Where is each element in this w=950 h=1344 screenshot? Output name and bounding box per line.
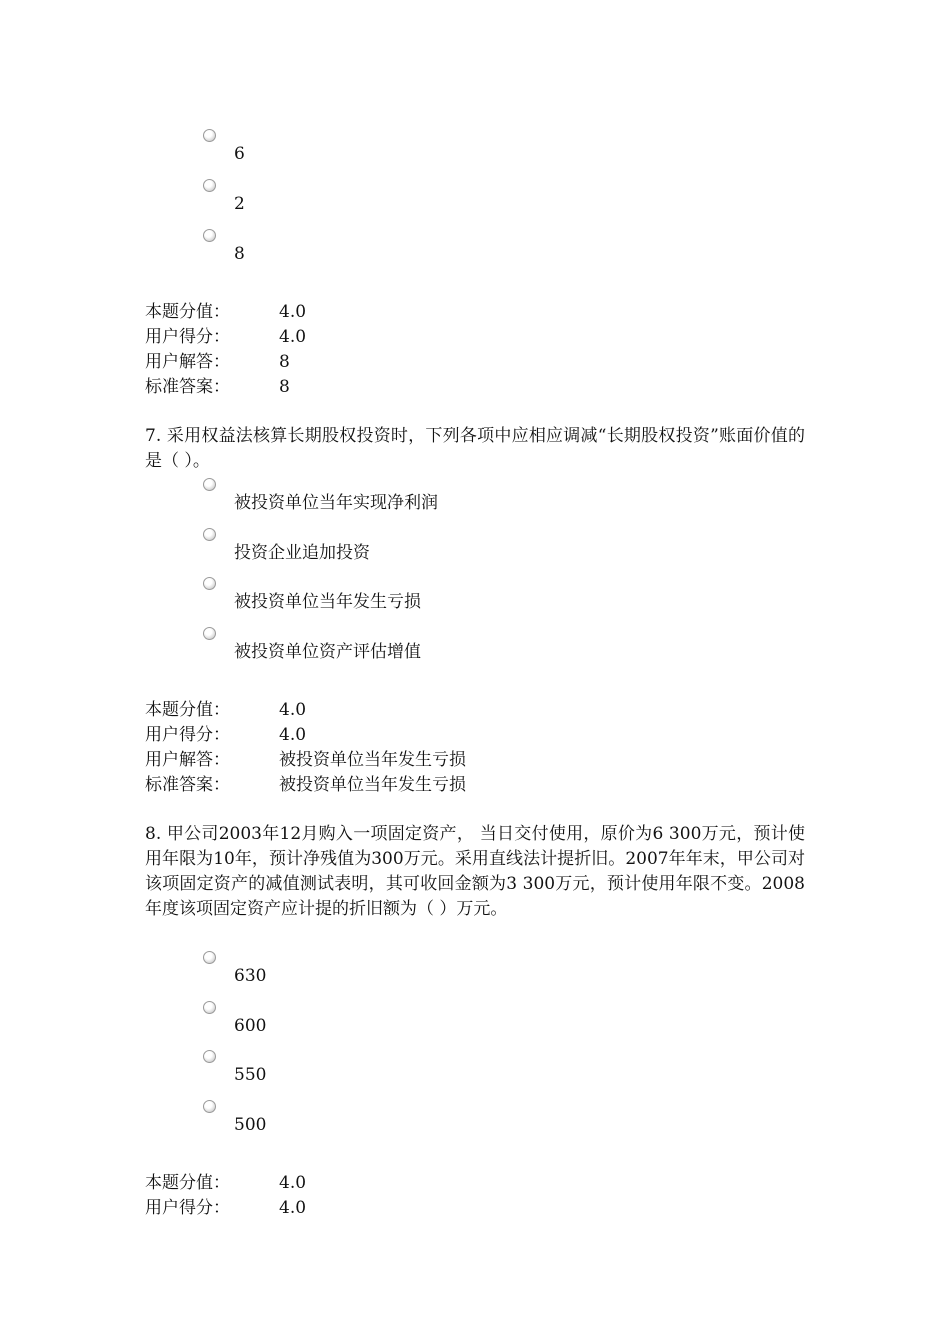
user-score-row (145, 1196, 645, 1221)
user-score-value: 4.0 (279, 327, 307, 347)
q7-option-3[interactable] (200, 577, 720, 623)
standard-answer-value: 被投资单位当年发生亏损 (279, 775, 466, 795)
standard-answer-row (145, 375, 645, 400)
q8-option-label: 500 (234, 1115, 267, 1135)
radio-button[interactable] (203, 1100, 216, 1113)
user-score-label: 用户得分： (145, 1198, 230, 1218)
q7-option-label: 被投资单位当年发生亏损 (234, 592, 421, 612)
user-score-row (145, 325, 645, 350)
q7-option-label: 被投资单位资产评估增值 (234, 642, 421, 662)
score-label: 本题分值： (145, 1173, 230, 1193)
radio-button[interactable] (203, 528, 216, 541)
q7-option-label: 投资企业追加投资 (234, 543, 370, 563)
q7-option-1[interactable] (200, 478, 720, 524)
score-label: 本题分值： (145, 302, 230, 322)
q8-option-label: 600 (234, 1016, 267, 1036)
q6-option-2[interactable] (200, 179, 720, 225)
user-answer-value: 8 (279, 352, 290, 372)
user-answer-row (145, 748, 645, 773)
q8-option-2[interactable] (200, 1001, 720, 1047)
score-row (145, 300, 645, 325)
radio-button[interactable] (203, 179, 216, 192)
score-value: 4.0 (279, 700, 307, 720)
user-score-label: 用户得分： (145, 725, 230, 745)
score-label: 本题分值： (145, 700, 230, 720)
radio-button[interactable] (203, 478, 216, 491)
q7-option-2[interactable] (200, 528, 720, 574)
q7-option-label: 被投资单位当年实现净利润 (234, 493, 438, 513)
standard-answer-row (145, 773, 645, 798)
radio-button[interactable] (203, 229, 216, 242)
standard-answer-value: 8 (279, 377, 290, 397)
q8-option-1[interactable] (200, 951, 720, 997)
standard-answer-label: 标准答案： (145, 377, 230, 397)
radio-button[interactable] (203, 627, 216, 640)
q7-result-info (145, 698, 645, 798)
score-row (145, 698, 645, 723)
radio-button[interactable] (203, 129, 216, 142)
q8-result-info (145, 1171, 645, 1221)
q6-option-1[interactable] (200, 129, 720, 175)
user-answer-value: 被投资单位当年发生亏损 (279, 750, 466, 770)
score-row (145, 1171, 645, 1196)
q6-option-label: 6 (234, 144, 245, 164)
user-answer-row (145, 350, 645, 375)
q7-option-4[interactable] (200, 627, 720, 673)
q8-question-text: 8. 甲公司2003年12月购入一项固定资产， 当日交付使用，原价为6 300万元，预计使用年限为10年，预计净残值为300万元。采用直线法计提折旧。2007年年末，甲公司对该项固定资产的减值测试表明，其可收回金额为3 300万元，预计使用年限不变。2008年度该项固定资产应计提的折旧额为（ ）万元。 (145, 824, 805, 919)
q6-result-info (145, 300, 645, 400)
user-score-value: 4.0 (279, 725, 307, 745)
q8-option-4[interactable] (200, 1100, 720, 1146)
radio-button[interactable] (203, 1050, 216, 1063)
q8-option-label: 630 (234, 966, 267, 986)
radio-button[interactable] (203, 951, 216, 964)
radio-button[interactable] (203, 577, 216, 590)
user-answer-label: 用户解答： (145, 750, 230, 770)
standard-answer-label: 标准答案： (145, 775, 230, 795)
q8-option-3[interactable] (200, 1050, 720, 1096)
radio-button[interactable] (203, 1001, 216, 1014)
score-value: 4.0 (279, 1173, 307, 1193)
user-answer-label: 用户解答： (145, 352, 230, 372)
q6-option-label: 8 (234, 244, 245, 264)
score-value: 4.0 (279, 302, 307, 322)
user-score-label: 用户得分： (145, 327, 230, 347)
q8-option-label: 550 (234, 1065, 267, 1085)
user-score-value: 4.0 (279, 1198, 307, 1218)
q6-option-3[interactable] (200, 229, 720, 275)
q6-option-label: 2 (234, 194, 245, 214)
user-score-row (145, 723, 645, 748)
q7-question-text: 7. 采用权益法核算长期股权投资时，下列各项中应相应调减“长期股权投资”账面价值的是（ ）。 (145, 426, 805, 471)
